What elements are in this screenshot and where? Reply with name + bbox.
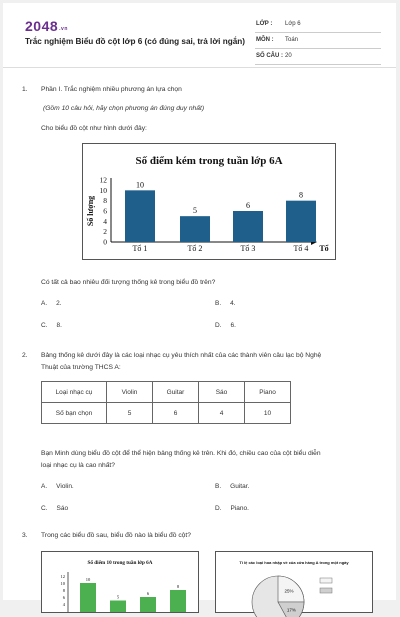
pie-percent-label: 17% (286, 607, 296, 613)
thumb-y-tick: 10 (60, 581, 65, 586)
x-axis-label: Tổ (319, 244, 329, 253)
data-label: 10 (136, 180, 144, 190)
chart-title: Số điểm kém trong tuần lớp 6A (135, 155, 283, 167)
y-tick-label: 4 (103, 216, 107, 226)
option-b[interactable]: B. 4. (215, 300, 236, 307)
table-cell: Piano (245, 382, 291, 403)
header-divider (3, 67, 396, 68)
table-cell: Guitar (153, 382, 199, 403)
question-text-line1: Bạn Minh dùng biểu đồ cột để thể hiện bảng thống kê trên. Khi đó, chiều cao của cột biểu diễn (41, 450, 321, 457)
thumb-data-label: 10 (85, 577, 91, 582)
thumb-y-tick: 12 (60, 574, 65, 579)
x-tick-label: Tổ 3 (240, 244, 256, 253)
meta-value: Lớp 6 (285, 21, 301, 27)
table-cell: 10 (245, 403, 291, 424)
question-text: Có tất cả bao nhiêu đối tượng thống kê trong biểu đồ trên? (41, 279, 216, 286)
question-number: 3. (22, 532, 28, 539)
answer-pie-chart-thumbnail[interactable] (215, 551, 373, 613)
table-cell: 6 (153, 403, 199, 424)
table-cell: 4 (199, 403, 245, 424)
bar-chart-svg (83, 144, 335, 259)
table-cell: 5 (107, 403, 153, 424)
question-text-line1: Bảng thống kê dưới đây là các loại nhạc cụ yêu thích nhất của các thành viên câu lạc bộ Nghệ (41, 352, 322, 359)
question-intro: Cho biểu đồ cột như hình dưới đây: (41, 125, 147, 132)
thumb-pie-title: Tỉ lệ các loại hoa nhập về của cửa hàng A trong một ngày (239, 560, 349, 565)
table-row (42, 382, 291, 403)
meta-key: SỐ CÂU : (256, 53, 283, 59)
table-cell: Loại nhạc cụ (42, 382, 107, 403)
thumb-y-tick: 6 (62, 595, 65, 600)
option-c[interactable]: C. Sáo (41, 505, 69, 512)
meta-key: LỚP : (256, 21, 273, 27)
option-a[interactable]: A. Violin. (41, 483, 74, 490)
bar-3 (233, 211, 263, 242)
site-logo[interactable]: 2048.vn (25, 18, 68, 34)
option-d[interactable]: D. Piano. (215, 505, 249, 512)
table-cell: Sáo (199, 382, 245, 403)
y-tick-label: 8 (103, 196, 107, 206)
thumb-bar-svg (42, 552, 198, 612)
thumb-bar-4 (170, 590, 186, 612)
y-tick-label: 6 (103, 206, 107, 216)
option-c[interactable]: C. 8. (41, 322, 62, 329)
option-d[interactable]: D. 6. (215, 322, 236, 329)
page-title: Trắc nghiệm Biểu đồ cột lớp 6 (có đúng sai, trả lời ngắn) (25, 37, 245, 46)
thumb-chart-title: Số điểm 10 trong tuần lớp 6A (87, 560, 153, 566)
question-text-line2: loại nhạc cụ là cao nhất? (41, 462, 115, 469)
bar-4 (286, 201, 316, 242)
thumb-y-tick: 4 (62, 602, 65, 607)
meta-panel (255, 17, 381, 65)
x-tick-label: Tổ 1 (132, 244, 148, 253)
data-label: 6 (246, 201, 250, 210)
thumb-data-label: 6 (146, 591, 150, 596)
table-cell: Violin (107, 382, 153, 403)
section-instruction: (Gồm 10 câu hỏi, hãy chọn phương án đúng duy nhất) (43, 105, 205, 112)
option-b[interactable]: B. Guitar. (215, 483, 250, 490)
y-tick-label: 0 (103, 237, 107, 247)
thumb-bar-3 (140, 597, 156, 612)
question-number: 1. (22, 86, 28, 93)
data-label: 8 (299, 190, 303, 200)
table-cell: Số bạn chọn (42, 403, 107, 424)
thumb-bar-1 (80, 583, 96, 612)
thumb-bar-2 (110, 601, 126, 613)
thumb-data-label: 8 (176, 584, 180, 589)
pie-legend-swatch-2 (320, 588, 332, 593)
y-axis-label: Số lượng (86, 195, 95, 227)
bar-2 (180, 216, 210, 242)
y-tick-label: 12 (99, 175, 107, 185)
option-a[interactable]: A. 2. (41, 300, 62, 307)
meta-value: 20 (285, 53, 292, 59)
table-row (42, 403, 291, 424)
question-number: 2. (22, 352, 28, 359)
meta-row-count (255, 49, 381, 65)
y-tick-label: 10 (99, 185, 107, 195)
pie-legend-swatch-1 (320, 578, 332, 583)
bar-chart (82, 143, 336, 260)
section-heading: Phần I. Trắc nghiệm nhiều phương án lựa chọn (41, 86, 182, 93)
y-tick-label: 2 (103, 227, 107, 237)
instrument-table (41, 381, 291, 424)
meta-value: Toán (285, 37, 299, 43)
answer-bar-chart-thumbnail[interactable] (41, 551, 199, 613)
meta-key: MÔN : (256, 37, 274, 43)
x-tick-label: Tổ 4 (293, 244, 309, 253)
meta-row-class (255, 17, 381, 33)
thumb-y-tick: 8 (62, 588, 65, 593)
question-text-line2: Thuật của trường THCS A: (41, 364, 121, 371)
worksheet-page (3, 3, 396, 613)
bar-1 (125, 190, 155, 242)
question-text: Trong các biểu đồ sau, biểu đồ nào là biểu đồ cột? (41, 532, 191, 539)
meta-row-subject (255, 33, 381, 49)
thumb-data-label: 5 (116, 594, 120, 600)
data-label: 5 (193, 206, 197, 216)
x-tick-label: Tổ 2 (187, 244, 203, 253)
pie-percent-label: 25% (284, 588, 294, 594)
thumb-pie-svg (216, 552, 372, 612)
